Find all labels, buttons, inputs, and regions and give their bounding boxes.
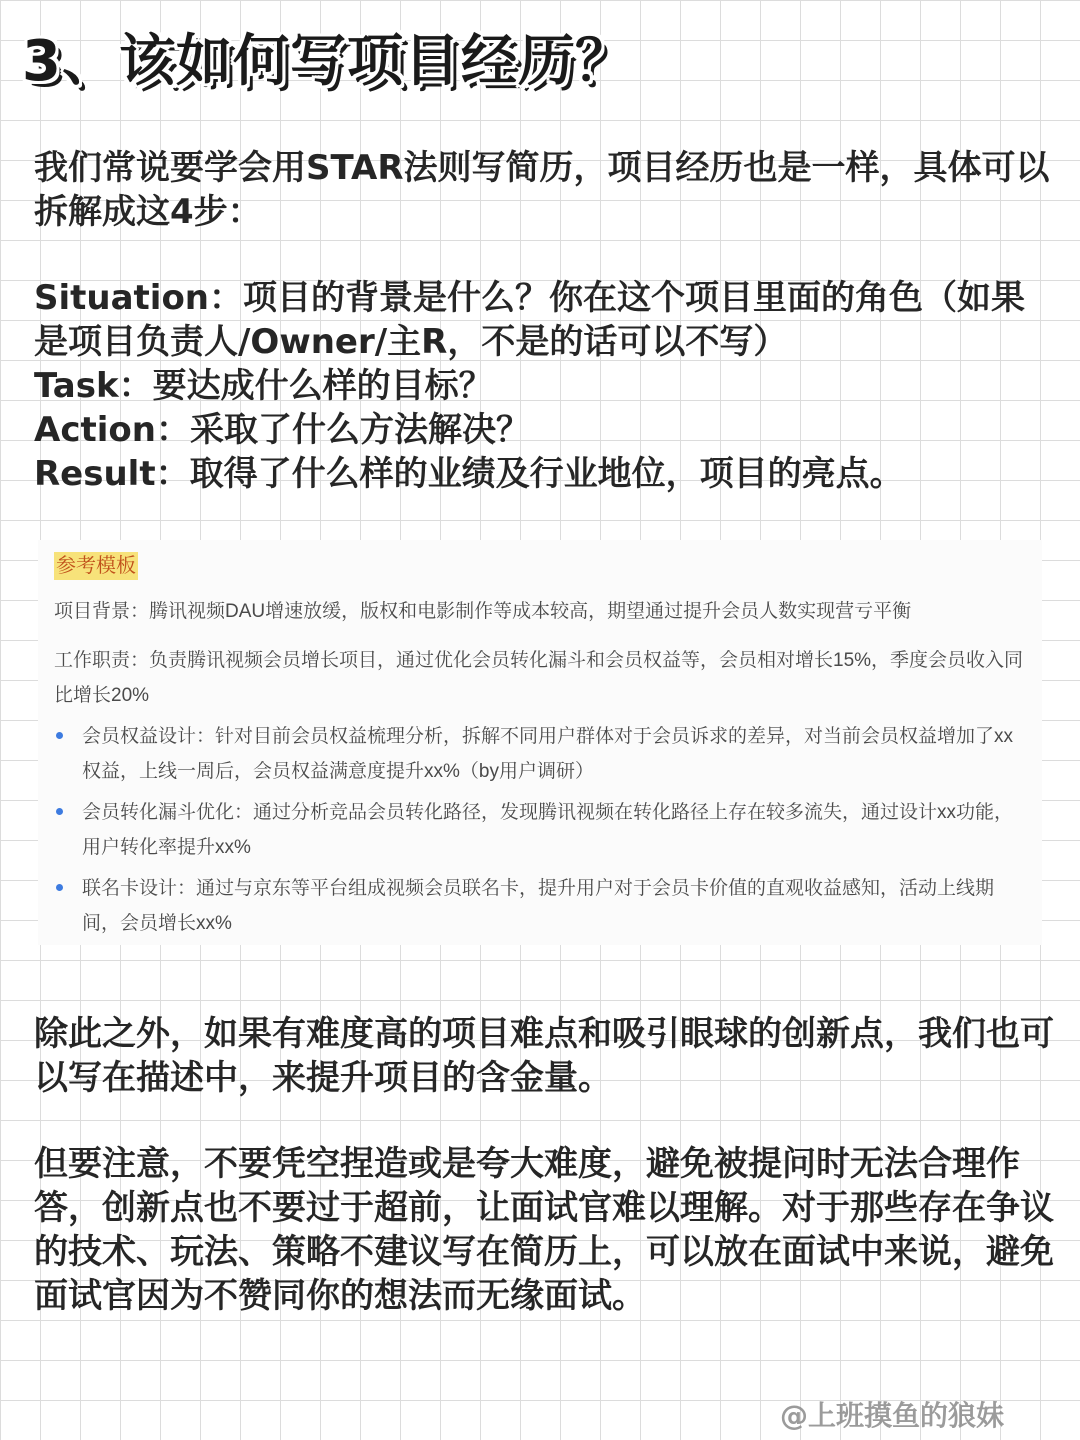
template-title: 参考模板 (54, 552, 138, 580)
caution-paragraph: 但要注意，不要凭空捏造或是夸大难度，避免被提问时无法合理作答，创新点也不要过于超前，让面试官难以理解。对于那些存在争议的技术、玩法、策略不建议写在简历上，可以放在面试中来说，避免面试官因为不赞同你的想法而无缘面试。 (34, 1144, 1054, 1316)
template-bullet-cobrand (54, 871, 1026, 941)
star-task: Task：要达成什么样的目标？ (34, 366, 493, 406)
bullet-text: 联名卡设计：通过与京东等平台组成视频会员联名卡，提升用户对于会员卡价值的直观收益感知，活动上线期间，会员增长xx% (82, 878, 995, 934)
page-title: 3、该如何写项目经历？ (22, 29, 632, 94)
star-action: Action：采取了什么方法解决？ (34, 410, 530, 450)
bullet-text: 会员权益设计：针对目前会员权益梳理分析，拆解不同用户群体对于会员诉求的差异，对当前会员权益增加了xx权益，上线一周后，会员权益满意度提升xx%（by用户调研） (82, 726, 1014, 782)
template-background: 项目背景：腾讯视频DAU增速放缓，版权和电影制作等成本较高，期望通过提升会员人数实现营亏平衡 (54, 601, 912, 622)
template-bullet-list (54, 719, 1026, 941)
bullet-dot-icon (56, 884, 63, 891)
star-situation: Situation：项目的背景是什么？你在这个项目里面的角色（如果是项目负责人/Owner/主R，不是的话可以不写） (34, 278, 1026, 362)
template-bullet-funnel (54, 795, 1026, 865)
bullet-text: 会员转化漏斗优化：通过分析竞品会员转化路径，发现腾讯视频在转化路径上存在较多流失，通过设计xx功能，用户转化率提升xx% (82, 802, 1014, 858)
template-bullet-benefits (54, 719, 1026, 789)
template-card (38, 540, 1042, 945)
template-duty: 工作职责：负责腾讯视频会员增长项目，通过优化会员转化漏斗和会员权益等，会员相对增长15%，季度会员收入同比增长20% (54, 650, 1024, 706)
intro-paragraph: 我们常说要学会用STAR法则写简历，项目经历也是一样，具体可以拆解成这4步： (34, 148, 1050, 232)
star-result: Result：取得了什么样的业绩及行业地位，项目的亮点。 (34, 454, 904, 494)
bullet-dot-icon (56, 808, 63, 815)
star-steps (34, 276, 1054, 496)
bullet-dot-icon (56, 732, 63, 739)
author-watermark: @上班摸鱼的狼妹 (779, 1399, 1004, 1432)
extra-paragraph: 除此之外，如果有难度高的项目难点和吸引眼球的创新点，我们也可以写在描述中，来提升项目的含金量。 (34, 1014, 1054, 1098)
